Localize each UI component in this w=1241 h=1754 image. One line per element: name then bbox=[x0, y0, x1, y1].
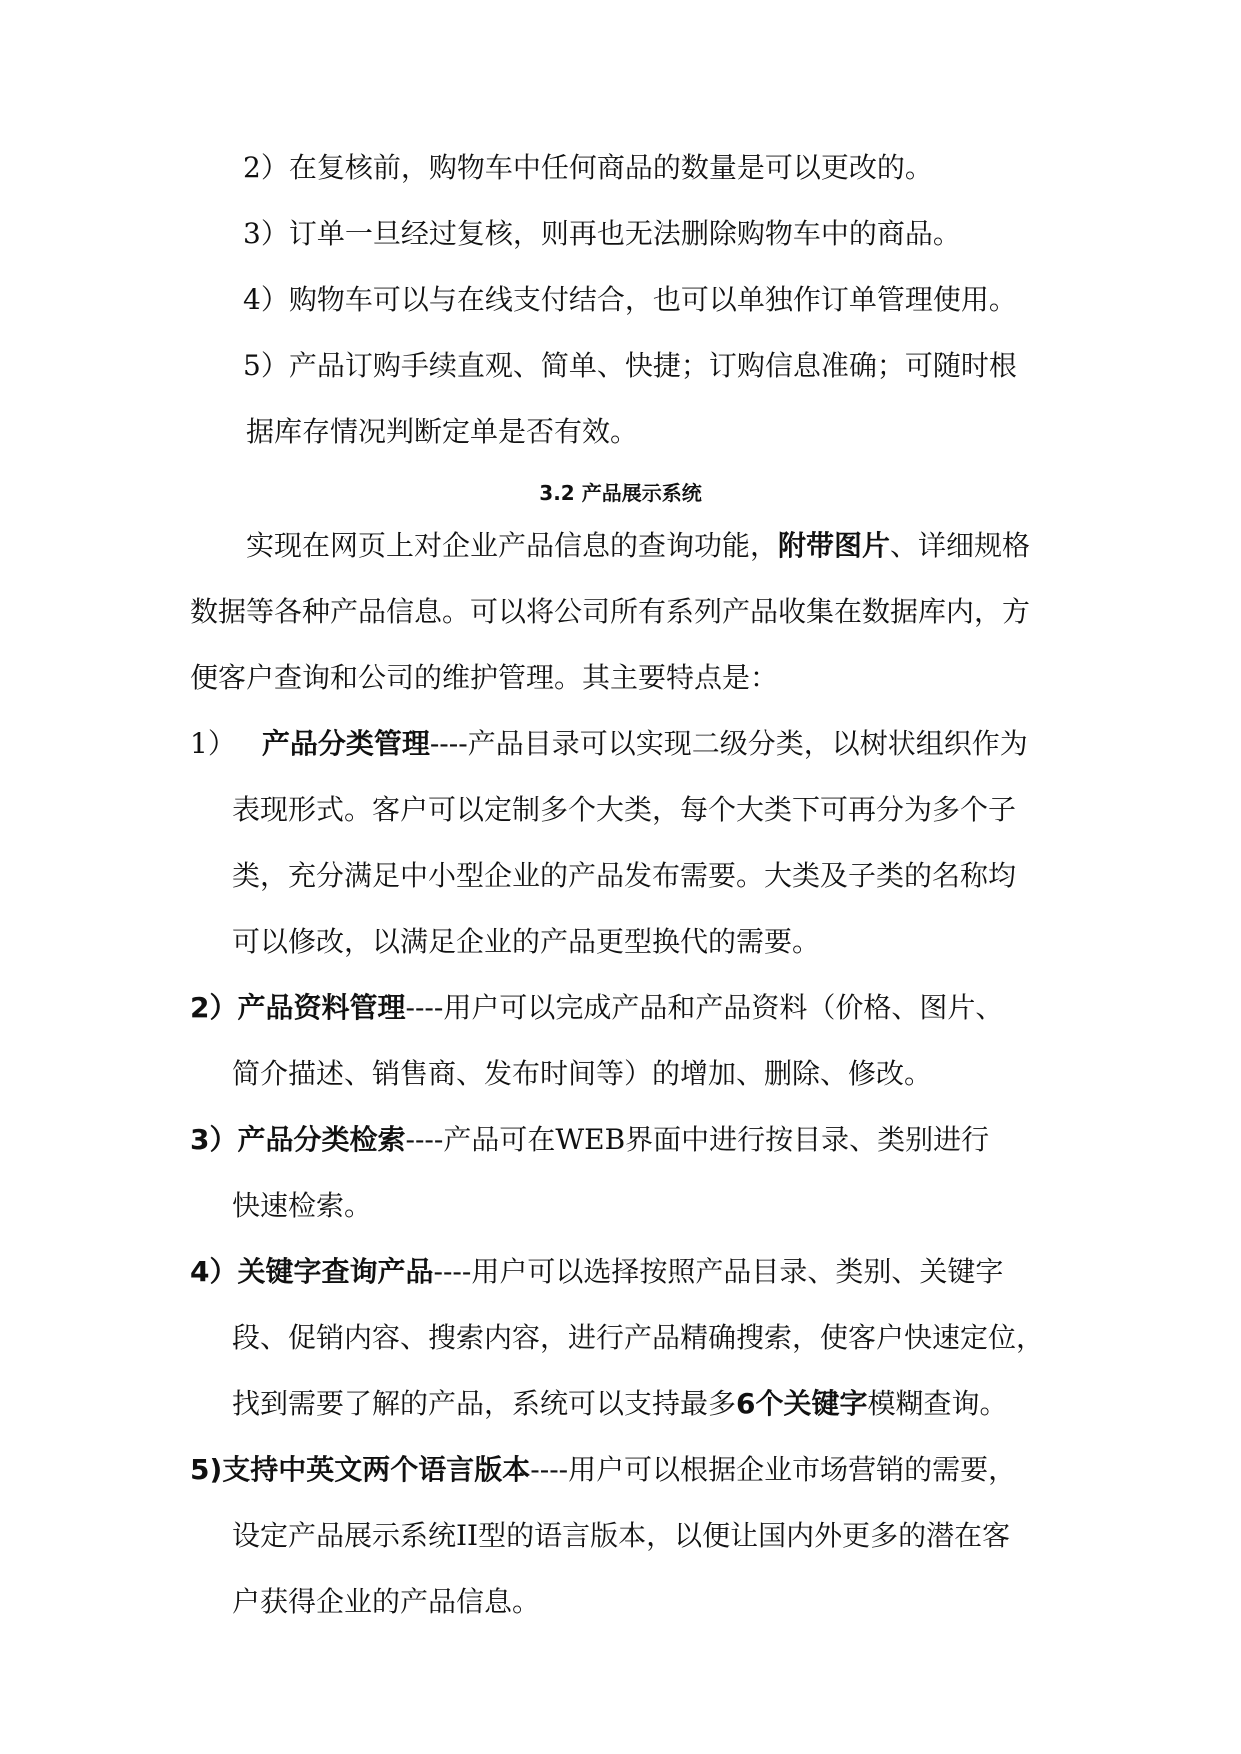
list-item-2: 2）在复核前，购物车中任何商品的数量是可以更改的。 bbox=[243, 151, 933, 184]
feature-2-title: 产品资料管理 bbox=[237, 991, 406, 1024]
feature-5-line2: 设定产品展示系统II型的语言版本，以便让国内外更多的潜在客 bbox=[232, 1519, 1011, 1552]
feature-4-title: 关键字查询产品 bbox=[237, 1255, 434, 1288]
feature-3-number: 3） bbox=[190, 1123, 238, 1156]
intro-bold-text: 附带图片 bbox=[778, 529, 891, 562]
feature-5-text: ----用户可以根据企业市场营销的需要， bbox=[530, 1453, 1017, 1486]
feature-3-title: 产品分类检索 bbox=[237, 1123, 406, 1156]
intro-text-a: 实现在网页上对企业产品信息的查询功能， bbox=[246, 529, 779, 562]
feature-3-line2: 快速检索。 bbox=[232, 1189, 373, 1222]
feature-1-text: ----产品目录可以实现二级分类，以树状组织作为 bbox=[429, 727, 1028, 760]
feature-4-text-b: 模糊查询。 bbox=[867, 1387, 1008, 1420]
feature-1-line3: 类，充分满足中小型企业的产品发布需要。大类及子类的名称均 bbox=[232, 859, 1017, 892]
list-item-5-line1: 5）产品订购手续直观、简单、快捷；订购信息准确；可随时根 bbox=[243, 349, 1017, 382]
feature-5-number: 5) bbox=[190, 1453, 223, 1486]
list-item-4: 4）购物车可以与在线支付结合，也可以单独作订单管理使用。 bbox=[243, 283, 1017, 316]
feature-2-text: ----用户可以完成产品和产品资料（价格、图片、 bbox=[405, 991, 1004, 1024]
list-item-5-line2: 据库存情况判断定单是否有效。 bbox=[246, 415, 639, 448]
intro-paragraph-line3: 便客户查询和公司的维护管理。其主要特点是： bbox=[190, 661, 779, 694]
feature-5-line3: 户获得企业的产品信息。 bbox=[232, 1585, 541, 1618]
feature-1-line2: 表现形式。客户可以定制多个大类，每个大类下可再分为多个子 bbox=[232, 793, 1017, 826]
feature-4-number: 4） bbox=[190, 1255, 238, 1288]
feature-4-line2: 段、促销内容、搜索内容，进行产品精确搜索，使客户快速定位， bbox=[232, 1321, 1045, 1354]
feature-3-text: ----产品可在WEB界面中进行按目录、类别进行 bbox=[405, 1123, 990, 1156]
intro-text-b: 、详细规格 bbox=[890, 529, 1031, 562]
feature-5-title: 支持中英文两个语言版本 bbox=[222, 1453, 531, 1486]
feature-1-number: 1） bbox=[190, 727, 236, 760]
feature-2-line2: 简介描述、销售商、发布时间等）的增加、删除、修改。 bbox=[232, 1057, 933, 1090]
feature-4-bold-text: 6个关键字 bbox=[736, 1387, 868, 1420]
feature-2-number: 2） bbox=[190, 991, 238, 1024]
intro-paragraph-line2: 数据等各种产品信息。可以将公司所有系列产品收集在数据库内，方 bbox=[190, 595, 1031, 628]
section-heading: 3.2 产品展示系统 bbox=[539, 481, 702, 505]
feature-4-line3 bbox=[232, 1386, 1008, 1422]
feature-1-line4: 可以修改，以满足企业的产品更型换代的需要。 bbox=[232, 925, 821, 958]
feature-4-text: ----用户可以选择按照产品目录、类别、关键字 bbox=[433, 1255, 1004, 1288]
feature-2-line1 bbox=[190, 990, 1003, 1026]
feature-4-text-a: 找到需要了解的产品，系统可以支持最多 bbox=[232, 1387, 737, 1420]
feature-5-line1 bbox=[190, 1452, 1016, 1488]
intro-paragraph-line1 bbox=[246, 528, 1030, 564]
feature-1-line1 bbox=[190, 726, 1028, 762]
feature-1-title: 产品分类管理 bbox=[261, 727, 430, 760]
feature-4-line1 bbox=[190, 1254, 1003, 1290]
feature-3-line1 bbox=[190, 1122, 989, 1158]
list-item-3: 3）订单一旦经过复核，则再也无法删除购物车中的商品。 bbox=[243, 217, 961, 250]
